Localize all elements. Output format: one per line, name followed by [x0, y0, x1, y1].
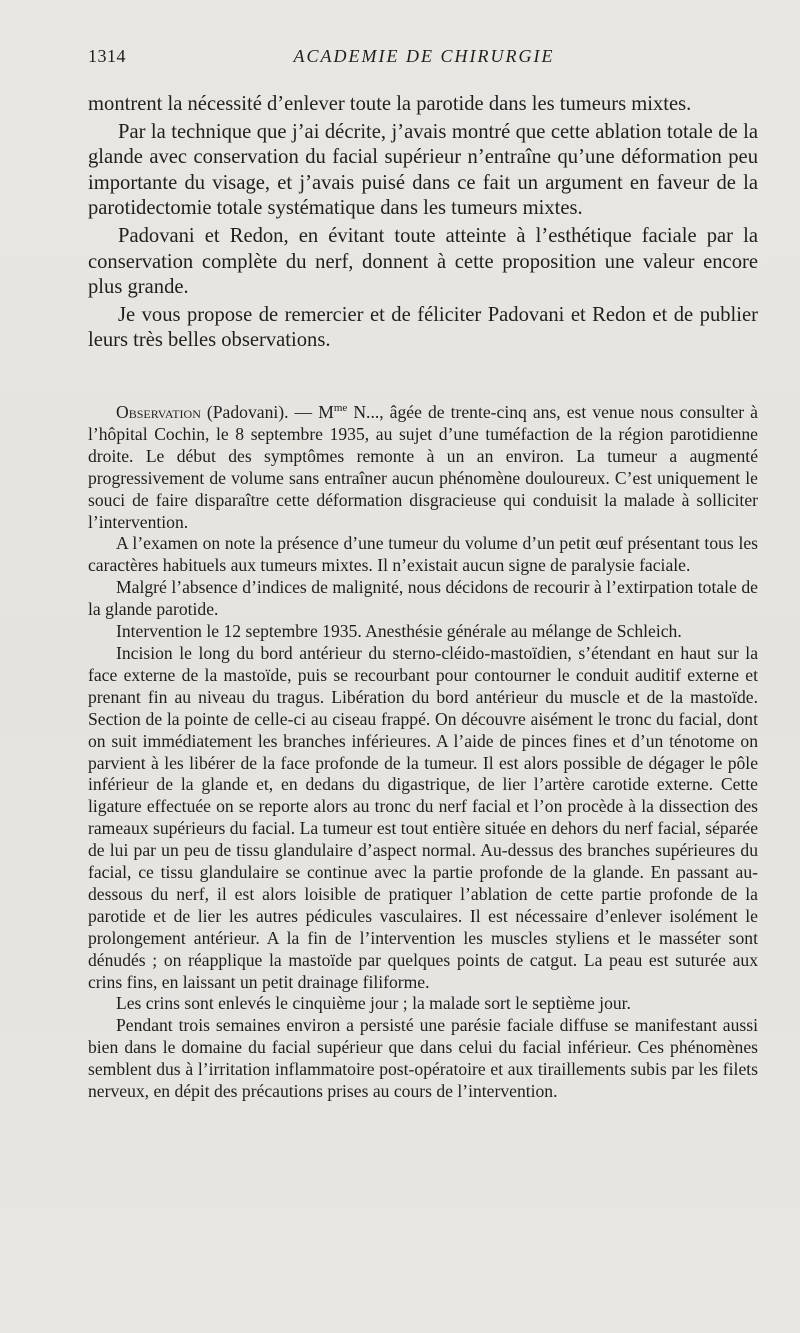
observation-intro [88, 402, 758, 533]
observation-label: Observation [116, 402, 201, 422]
observation-intro-prefix: (Padovani). — M [200, 402, 334, 422]
paragraph: Padovani et Redon, en évitant toute atteinte à l’esthétique faciale par la conservation complète du nerf, donnent à cette proposition une valeur encore plus grande. [88, 224, 758, 299]
running-head: ACADEMIE DE CHIRURGIE [293, 46, 555, 66]
paragraph: Je vous propose de remercier et de féliciter Padovani et Redon et de publier leurs très belles observations. [88, 303, 758, 352]
observation-paragraph: Intervention le 12 septembre 1935. Anesthésie générale au mélange de Schleich. [116, 621, 682, 642]
observation-paragraph: A l’examen on note la présence d’une tumeur du volume d’un petit œuf présentant tous les caractères habituels aux tumeurs mixtes. Il n’existait aucun signe de paralysie faciale. [88, 533, 758, 576]
observation-paragraph: Pendant trois semaines environ a persisté une parésie faciale diffuse se manifestant aussi bien dans le domaine du facial supérieur que dans celui du facial inférieur. Ces phénomènes semblent dus à l’irritation inflammatoire post-opératoire et aux tiraillements subis par les filets nerveux, en dépit des précautions prises au cours de l’intervention. [88, 1015, 758, 1102]
observation-section [88, 402, 758, 1103]
page-number: 1314 [88, 46, 126, 66]
observation-paragraph: Les crins sont enlevés le cinquième jour ; la malade sort le septième jour. [116, 993, 631, 1014]
paragraph: montrent la nécessité d’enlever toute la parotide dans les tumeurs mixtes. [88, 93, 692, 115]
observation-intro-sup: me [333, 402, 348, 415]
paragraph: Par la technique que j’ai décrite, j’avais montré que cette ablation totale de la glande avec conservation du facial supérieur n’entraîne qu’une déformation peu importante du visage, et j’avais puisé dans ce fait un argument en faveur de la parotidectomie totale systématique dans les tumeurs mixtes. [88, 120, 758, 220]
page-header [88, 46, 760, 72]
observation-paragraph: Incision le long du bord antérieur du sterno-cléido-mastoïdien, s’étendant en haut sur la face externe de la mastoïde, puis se recourbant pour contourner le conduit auditif externe et prenant fin au niveau du tragus. Libération du bord antérieur du muscle et de la mastoïde. Section de la pointe de celle-ci au ciseau frappé. On découvre aisément le tronc du facial, dont on suit immédiatement les branches inférieures. A l’aide de pinces fines et d’un ténotome on parvient à les libérer de la face profonde de la tumeur. Il est alors possible de dégager le pôle inférieur de la glande et, en dedans du digastrique, de lier l’artère carotide externe. Cette ligature effectuée on se reporte alors au tronc du nerf facial et l’on procède à la dissection des rameaux supérieurs du facial. La tumeur est tout entière située en dehors du nerf facial, séparée de lui par un peu de tissu glandulaire d’aspect normal. Au-dessus des branches supérieures du facial, ce tissu glandulaire se continue avec la partie profonde de la glande. En passant au-dessous du nerf, il est alors loisible de pratiquer l’ablation de cette partie profonde de la parotide et de lier les autres pédicules vasculaires. Il est nécessaire d’enlever isolément le prolongement antérieur. A la fin de l’intervention les muscles styliens et le masséter sont dénudés ; on réapplique la mastoïde par quelques points de catgut. La peau est suturée aux crins fins, en laissant un petit drainage filiforme. [88, 642, 758, 992]
observation-paragraph: Malgré l’absence d’indices de malignité, nous décidons de recourir à l’extirpation totale de la glande parotide. [88, 577, 758, 620]
observation-intro-rest: N..., âgée de trente-cinq ans, est venue nous consulter à l’hôpital Cochin, le 8 septembre 1935, au sujet d’une tuméfaction de la région parotidienne droite. Le début des symptômes remonte à un an environ. La tumeur a augmenté progressivement de volume sans entraîner aucun phénomène douloureux. C’est uniquement le souci de faire disparaître cette déformation disgracieuse qui conduisit la malade à solliciter l’intervention. [88, 402, 758, 532]
main-text [88, 92, 758, 354]
